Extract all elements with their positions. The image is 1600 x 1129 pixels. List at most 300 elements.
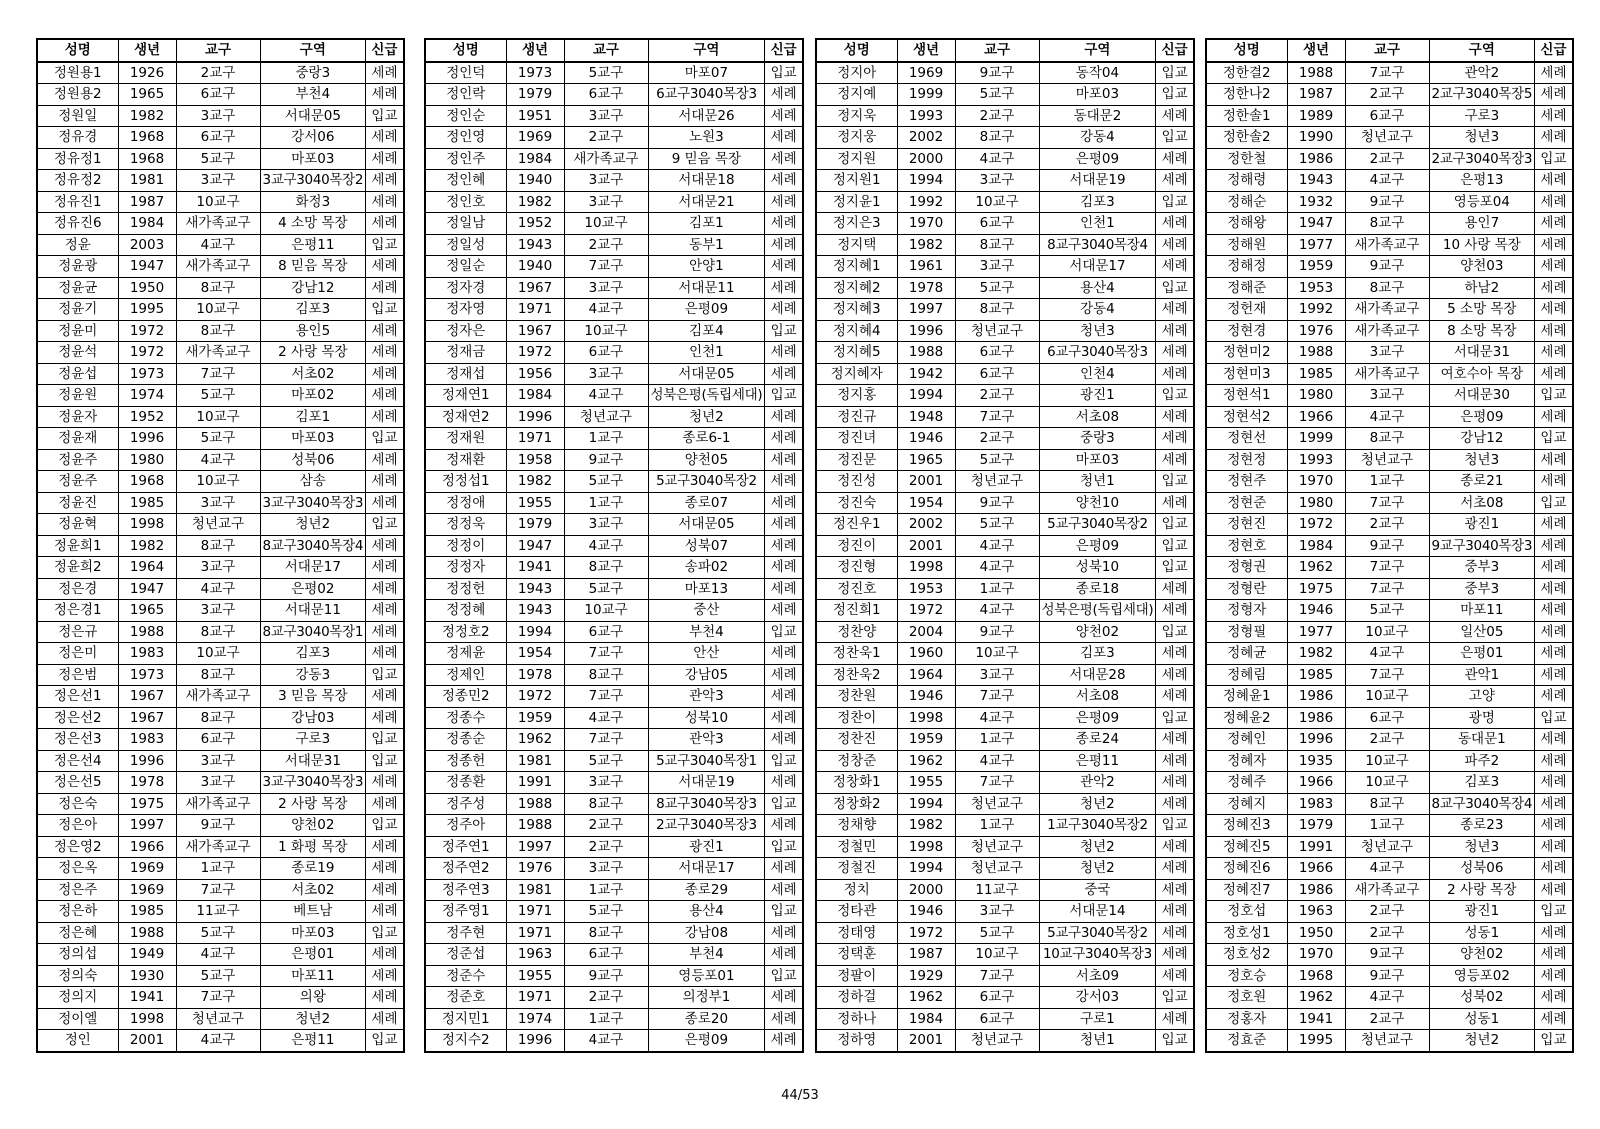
cell-area: 2교구3040목장3 bbox=[1429, 148, 1535, 170]
cell-faith-level: 세례 bbox=[765, 578, 803, 600]
cell-name: 정재섭 bbox=[425, 363, 506, 385]
table-row bbox=[425, 578, 803, 600]
cell-district: 8교구 bbox=[176, 277, 260, 299]
cell-area: 중부3 bbox=[1429, 578, 1535, 600]
table-row bbox=[816, 514, 1194, 536]
cell-birth-year: 1976 bbox=[1287, 320, 1345, 342]
cell-area: 서대문31 bbox=[260, 750, 366, 772]
member-table-4 bbox=[1205, 38, 1574, 1053]
cell-faith-level: 입교 bbox=[1156, 535, 1194, 557]
table-row bbox=[1206, 256, 1573, 278]
table-row bbox=[1206, 234, 1573, 256]
cell-faith-level: 입교 bbox=[366, 729, 404, 751]
table-row bbox=[425, 148, 803, 170]
cell-faith-level: 세례 bbox=[1535, 600, 1573, 622]
cell-name: 정지웅 bbox=[816, 127, 897, 149]
cell-faith-level: 입교 bbox=[1156, 84, 1194, 106]
table-row bbox=[816, 492, 1194, 514]
cell-birth-year: 2001 bbox=[118, 1030, 176, 1052]
cell-district: 1교구 bbox=[564, 428, 648, 450]
cell-faith-level: 세례 bbox=[1535, 320, 1573, 342]
cell-district: 5교구 bbox=[955, 84, 1039, 106]
cell-name: 정현호 bbox=[1206, 535, 1287, 557]
cell-area: 부천4 bbox=[648, 621, 765, 643]
cell-district: 7교구 bbox=[955, 772, 1039, 794]
header-name: 성명 bbox=[425, 39, 506, 62]
cell-area: 의왕 bbox=[260, 987, 366, 1009]
cell-district: 1교구 bbox=[1345, 471, 1429, 493]
cell-name: 정지혜2 bbox=[816, 277, 897, 299]
cell-area: 송파02 bbox=[648, 557, 765, 579]
cell-area: 8 소망 목장 bbox=[1429, 320, 1535, 342]
cell-district: 8교구 bbox=[1345, 793, 1429, 815]
cell-area: 관악1 bbox=[1429, 664, 1535, 686]
cell-birth-year: 1984 bbox=[1287, 535, 1345, 557]
cell-name: 정정욱 bbox=[425, 514, 506, 536]
cell-faith-level: 입교 bbox=[765, 901, 803, 923]
table-row bbox=[37, 815, 404, 837]
cell-area: 종로07 bbox=[648, 492, 765, 514]
table-row bbox=[37, 707, 404, 729]
cell-faith-level: 세례 bbox=[1156, 213, 1194, 235]
cell-district: 6교구 bbox=[955, 342, 1039, 364]
cell-name: 정진우1 bbox=[816, 514, 897, 536]
cell-area: 용인5 bbox=[260, 320, 366, 342]
cell-district: 2교구 bbox=[955, 105, 1039, 127]
cell-district: 청년교구 bbox=[1345, 449, 1429, 471]
cell-birth-year: 1964 bbox=[897, 664, 955, 686]
cell-name: 정호성2 bbox=[1206, 944, 1287, 966]
cell-name: 정진성 bbox=[816, 471, 897, 493]
cell-district: 8교구 bbox=[176, 320, 260, 342]
cell-district: 2교구 bbox=[1345, 901, 1429, 923]
cell-faith-level: 입교 bbox=[1156, 815, 1194, 837]
cell-faith-level: 세례 bbox=[1535, 105, 1573, 127]
table-row bbox=[425, 965, 803, 987]
cell-name: 정윤주 bbox=[37, 449, 118, 471]
table-row bbox=[37, 62, 404, 84]
cell-area: 1교구3040목장2 bbox=[1039, 815, 1156, 837]
cell-district: 4교구 bbox=[1345, 858, 1429, 880]
table-row bbox=[37, 213, 404, 235]
cell-birth-year: 2003 bbox=[118, 234, 176, 256]
cell-name: 정은영2 bbox=[37, 836, 118, 858]
cell-birth-year: 1988 bbox=[897, 342, 955, 364]
cell-name: 정형필 bbox=[1206, 621, 1287, 643]
table-row bbox=[816, 299, 1194, 321]
cell-faith-level: 세례 bbox=[1156, 793, 1194, 815]
cell-birth-year: 1996 bbox=[118, 428, 176, 450]
cell-district: 새가족교구 bbox=[564, 148, 648, 170]
cell-name: 정주아 bbox=[425, 815, 506, 837]
cell-birth-year: 1969 bbox=[118, 858, 176, 880]
cell-area: 강남12 bbox=[1429, 428, 1535, 450]
cell-district: 5교구 bbox=[955, 514, 1039, 536]
cell-name: 정종헌 bbox=[425, 750, 506, 772]
cell-faith-level: 세례 bbox=[765, 1008, 803, 1030]
cell-birth-year: 1942 bbox=[897, 363, 955, 385]
cell-district: 6교구 bbox=[564, 84, 648, 106]
cell-name: 정정혜 bbox=[425, 600, 506, 622]
cell-area: 9 믿음 목장 bbox=[648, 148, 765, 170]
cell-name: 정찬양 bbox=[816, 621, 897, 643]
table-row bbox=[1206, 471, 1573, 493]
cell-faith-level: 입교 bbox=[1156, 707, 1194, 729]
cell-faith-level: 세례 bbox=[1156, 965, 1194, 987]
cell-area: 강남08 bbox=[648, 922, 765, 944]
table-row bbox=[1206, 428, 1573, 450]
cell-faith-level: 세례 bbox=[366, 471, 404, 493]
cell-name: 정윤주 bbox=[37, 471, 118, 493]
cell-district: 2교구 bbox=[564, 987, 648, 1009]
cell-birth-year: 1952 bbox=[118, 406, 176, 428]
cell-area: 강남05 bbox=[648, 664, 765, 686]
cell-faith-level: 세례 bbox=[765, 84, 803, 106]
cell-name: 정윤희1 bbox=[37, 535, 118, 557]
cell-area: 3 믿음 목장 bbox=[260, 686, 366, 708]
table-row bbox=[425, 363, 803, 385]
cell-birth-year: 1970 bbox=[1287, 944, 1345, 966]
cell-name: 정태영 bbox=[816, 922, 897, 944]
cell-district: 4교구 bbox=[955, 148, 1039, 170]
table-row bbox=[816, 535, 1194, 557]
cell-area: 관악3 bbox=[648, 686, 765, 708]
cell-faith-level: 세례 bbox=[1535, 944, 1573, 966]
cell-name: 정하나 bbox=[816, 1008, 897, 1030]
table-row bbox=[1206, 213, 1573, 235]
cell-district: 8교구 bbox=[564, 793, 648, 815]
cell-district: 3교구 bbox=[1345, 385, 1429, 407]
cell-birth-year: 1941 bbox=[1287, 1008, 1345, 1030]
cell-name: 정지윤1 bbox=[816, 191, 897, 213]
cell-birth-year: 1974 bbox=[506, 1008, 564, 1030]
cell-area: 10교구3040목장3 bbox=[1039, 944, 1156, 966]
table-row bbox=[37, 127, 404, 149]
cell-faith-level: 입교 bbox=[366, 299, 404, 321]
cell-area: 용산4 bbox=[648, 901, 765, 923]
cell-faith-level: 입교 bbox=[1535, 901, 1573, 923]
cell-name: 정원용2 bbox=[37, 84, 118, 106]
cell-area: 종로23 bbox=[1429, 815, 1535, 837]
cell-faith-level: 입교 bbox=[765, 62, 803, 84]
table-row bbox=[425, 191, 803, 213]
cell-birth-year: 2001 bbox=[897, 535, 955, 557]
cell-name: 정혜윤2 bbox=[1206, 707, 1287, 729]
table-row bbox=[37, 471, 404, 493]
cell-faith-level: 세례 bbox=[1535, 686, 1573, 708]
cell-area: 5 소망 목장 bbox=[1429, 299, 1535, 321]
cell-name: 정지원1 bbox=[816, 170, 897, 192]
cell-district: 1교구 bbox=[955, 578, 1039, 600]
cell-birth-year: 1950 bbox=[118, 277, 176, 299]
cell-area: 청년3 bbox=[1429, 127, 1535, 149]
cell-birth-year: 1984 bbox=[897, 1008, 955, 1030]
cell-district: 2교구 bbox=[1345, 84, 1429, 106]
cell-name: 정윤미 bbox=[37, 320, 118, 342]
cell-birth-year: 1953 bbox=[897, 578, 955, 600]
cell-name: 정준수 bbox=[425, 965, 506, 987]
table-row bbox=[37, 879, 404, 901]
cell-area: 서대문11 bbox=[260, 600, 366, 622]
table-row bbox=[37, 901, 404, 923]
cell-faith-level: 세례 bbox=[1156, 643, 1194, 665]
cell-name: 정은선2 bbox=[37, 707, 118, 729]
cell-name: 정인 bbox=[37, 1030, 118, 1052]
cell-area: 여호수아 목장 bbox=[1429, 363, 1535, 385]
cell-faith-level: 세례 bbox=[1156, 1008, 1194, 1030]
cell-birth-year: 1977 bbox=[1287, 621, 1345, 643]
cell-name: 정혜인 bbox=[1206, 729, 1287, 751]
cell-birth-year: 2000 bbox=[897, 148, 955, 170]
cell-district: 청년교구 bbox=[176, 514, 260, 536]
cell-area: 서대문11 bbox=[648, 277, 765, 299]
cell-faith-level: 세례 bbox=[1156, 406, 1194, 428]
table-row bbox=[425, 729, 803, 751]
cell-faith-level: 세례 bbox=[1156, 686, 1194, 708]
cell-district: 청년교구 bbox=[176, 1008, 260, 1030]
cell-birth-year: 1980 bbox=[1287, 492, 1345, 514]
cell-district: 7교구 bbox=[955, 965, 1039, 987]
cell-area: 서대문14 bbox=[1039, 901, 1156, 923]
cell-district: 1교구 bbox=[564, 879, 648, 901]
header-faith-level: 신급 bbox=[366, 39, 404, 62]
cell-area: 은평09 bbox=[1429, 406, 1535, 428]
cell-district: 6교구 bbox=[955, 987, 1039, 1009]
cell-name: 정윤원 bbox=[37, 385, 118, 407]
cell-birth-year: 1996 bbox=[506, 406, 564, 428]
cell-district: 6교구 bbox=[955, 363, 1039, 385]
table-row bbox=[37, 84, 404, 106]
cell-birth-year: 1973 bbox=[506, 62, 564, 84]
cell-faith-level: 입교 bbox=[1535, 385, 1573, 407]
cell-area: 서대문18 bbox=[648, 170, 765, 192]
cell-area: 일산05 bbox=[1429, 621, 1535, 643]
cell-area: 부천4 bbox=[648, 944, 765, 966]
table-row bbox=[425, 277, 803, 299]
cell-name: 정윤섭 bbox=[37, 363, 118, 385]
table-row bbox=[37, 578, 404, 600]
cell-birth-year: 1988 bbox=[118, 922, 176, 944]
table-row bbox=[816, 127, 1194, 149]
cell-name: 정일성 bbox=[425, 234, 506, 256]
cell-name: 정한솔1 bbox=[1206, 105, 1287, 127]
table-header-row bbox=[425, 39, 803, 62]
cell-birth-year: 1992 bbox=[897, 191, 955, 213]
cell-birth-year: 1943 bbox=[506, 578, 564, 600]
table-row bbox=[1206, 277, 1573, 299]
cell-name: 정현경 bbox=[1206, 320, 1287, 342]
cell-name: 정윤자 bbox=[37, 406, 118, 428]
cell-name: 정정호2 bbox=[425, 621, 506, 643]
cell-faith-level: 세례 bbox=[1156, 256, 1194, 278]
table-row bbox=[1206, 815, 1573, 837]
cell-birth-year: 1952 bbox=[506, 213, 564, 235]
cell-faith-level: 입교 bbox=[1535, 492, 1573, 514]
cell-faith-level: 세례 bbox=[765, 922, 803, 944]
cell-district: 4교구 bbox=[1345, 643, 1429, 665]
cell-area: 김포3 bbox=[260, 299, 366, 321]
cell-birth-year: 1982 bbox=[506, 471, 564, 493]
table-row bbox=[37, 944, 404, 966]
cell-district: 9교구 bbox=[955, 621, 1039, 643]
cell-area: 성북07 bbox=[648, 535, 765, 557]
table-row bbox=[37, 535, 404, 557]
cell-district: 3교구 bbox=[176, 105, 260, 127]
cell-area: 서대문19 bbox=[648, 772, 765, 794]
cell-area: 강남03 bbox=[260, 707, 366, 729]
cell-area: 서대문17 bbox=[260, 557, 366, 579]
cell-area: 종로19 bbox=[260, 858, 366, 880]
cell-district: 7교구 bbox=[176, 987, 260, 1009]
cell-name: 정윤석 bbox=[37, 342, 118, 364]
cell-district: 10교구 bbox=[1345, 750, 1429, 772]
cell-name: 정은아 bbox=[37, 815, 118, 837]
cell-faith-level: 세례 bbox=[1535, 471, 1573, 493]
cell-area: 마포11 bbox=[1429, 600, 1535, 622]
cell-birth-year: 1986 bbox=[1287, 148, 1345, 170]
cell-district: 청년교구 bbox=[1345, 127, 1429, 149]
cell-area: 종로29 bbox=[648, 879, 765, 901]
cell-district: 새가족교구 bbox=[176, 686, 260, 708]
cell-faith-level: 세례 bbox=[1535, 191, 1573, 213]
cell-name: 정이엘 bbox=[37, 1008, 118, 1030]
cell-district: 3교구 bbox=[955, 256, 1039, 278]
cell-district: 3교구 bbox=[564, 514, 648, 536]
cell-birth-year: 1988 bbox=[118, 621, 176, 643]
cell-area: 8교구3040목장4 bbox=[1429, 793, 1535, 815]
cell-name: 정지혜3 bbox=[816, 299, 897, 321]
cell-district: 4교구 bbox=[955, 707, 1039, 729]
cell-area: 용인7 bbox=[1429, 213, 1535, 235]
cell-faith-level: 세례 bbox=[765, 449, 803, 471]
table-row bbox=[37, 277, 404, 299]
cell-faith-level: 세례 bbox=[765, 729, 803, 751]
cell-area: 광진1 bbox=[1429, 901, 1535, 923]
cell-faith-level: 세례 bbox=[1535, 535, 1573, 557]
cell-faith-level: 세례 bbox=[366, 84, 404, 106]
cell-birth-year: 1941 bbox=[118, 987, 176, 1009]
cell-area: 은평09 bbox=[1039, 707, 1156, 729]
cell-faith-level: 세례 bbox=[366, 213, 404, 235]
table-row bbox=[425, 987, 803, 1009]
cell-district: 6교구 bbox=[176, 127, 260, 149]
cell-birth-year: 1992 bbox=[1287, 299, 1345, 321]
cell-district: 8교구 bbox=[564, 557, 648, 579]
cell-district: 7교구 bbox=[955, 686, 1039, 708]
table-row bbox=[37, 256, 404, 278]
cell-faith-level: 세례 bbox=[366, 256, 404, 278]
cell-district: 3교구 bbox=[564, 191, 648, 213]
cell-faith-level: 입교 bbox=[765, 793, 803, 815]
cell-district: 7교구 bbox=[564, 729, 648, 751]
cell-area: 삼송 bbox=[260, 471, 366, 493]
table-row bbox=[37, 922, 404, 944]
cell-district: 6교구 bbox=[955, 1008, 1039, 1030]
cell-area: 광진1 bbox=[648, 836, 765, 858]
table-header-row bbox=[37, 39, 404, 62]
cell-area: 2 사랑 목장 bbox=[260, 342, 366, 364]
cell-faith-level: 세례 bbox=[1535, 729, 1573, 751]
cell-name: 정해준 bbox=[1206, 277, 1287, 299]
cell-birth-year: 1959 bbox=[1287, 256, 1345, 278]
cell-name: 정은옥 bbox=[37, 858, 118, 880]
header-district: 교구 bbox=[1345, 39, 1429, 62]
cell-faith-level: 세례 bbox=[765, 987, 803, 1009]
table-row bbox=[816, 428, 1194, 450]
cell-name: 정윤희2 bbox=[37, 557, 118, 579]
cell-name: 정창화1 bbox=[816, 772, 897, 794]
cell-faith-level: 세례 bbox=[1535, 449, 1573, 471]
cell-faith-level: 세례 bbox=[1156, 449, 1194, 471]
cell-district: 10교구 bbox=[955, 643, 1039, 665]
cell-area: 5교구3040목장2 bbox=[1039, 514, 1156, 536]
table-row bbox=[425, 836, 803, 858]
cell-faith-level: 세례 bbox=[765, 299, 803, 321]
cell-district: 8교구 bbox=[176, 664, 260, 686]
cell-birth-year: 1967 bbox=[118, 686, 176, 708]
cell-district: 새가족교구 bbox=[1345, 320, 1429, 342]
cell-birth-year: 1981 bbox=[118, 170, 176, 192]
cell-area: 양천10 bbox=[1039, 492, 1156, 514]
cell-area: 종로18 bbox=[1039, 578, 1156, 600]
table-row bbox=[816, 965, 1194, 987]
header-area: 구역 bbox=[648, 39, 765, 62]
cell-district: 4교구 bbox=[1345, 170, 1429, 192]
cell-name: 정지택 bbox=[816, 234, 897, 256]
cell-name: 정인덕 bbox=[425, 62, 506, 84]
cell-birth-year: 1996 bbox=[897, 320, 955, 342]
cell-name: 정찬이 bbox=[816, 707, 897, 729]
cell-name: 정지혜1 bbox=[816, 256, 897, 278]
cell-area: 3교구3040목장2 bbox=[260, 170, 366, 192]
cell-birth-year: 1979 bbox=[506, 514, 564, 536]
cell-birth-year: 1946 bbox=[1287, 600, 1345, 622]
cell-district: 8교구 bbox=[1345, 277, 1429, 299]
table-row bbox=[1206, 772, 1573, 794]
cell-district: 7교구 bbox=[176, 879, 260, 901]
cell-name: 정은혜 bbox=[37, 922, 118, 944]
cell-district: 4교구 bbox=[176, 449, 260, 471]
table-row bbox=[425, 234, 803, 256]
table-row bbox=[816, 1030, 1194, 1052]
table-row bbox=[1206, 987, 1573, 1009]
cell-birth-year: 1996 bbox=[1287, 729, 1345, 751]
member-table-2 bbox=[424, 38, 804, 1053]
cell-faith-level: 입교 bbox=[765, 836, 803, 858]
cell-area: 청년2 bbox=[260, 514, 366, 536]
cell-name: 정윤재 bbox=[37, 428, 118, 450]
cell-district: 10교구 bbox=[955, 944, 1039, 966]
cell-area: 성동1 bbox=[1429, 1008, 1535, 1030]
cell-faith-level: 세례 bbox=[765, 707, 803, 729]
cell-birth-year: 1998 bbox=[897, 707, 955, 729]
cell-name: 정정자 bbox=[425, 557, 506, 579]
cell-area: 김포1 bbox=[648, 213, 765, 235]
cell-faith-level: 세례 bbox=[366, 170, 404, 192]
cell-area: 김포3 bbox=[260, 643, 366, 665]
cell-birth-year: 1962 bbox=[506, 729, 564, 751]
cell-birth-year: 1941 bbox=[506, 557, 564, 579]
cell-area: 종로24 bbox=[1039, 729, 1156, 751]
cell-district: 3교구 bbox=[176, 170, 260, 192]
cell-name: 정원용1 bbox=[37, 62, 118, 84]
table-row bbox=[816, 320, 1194, 342]
cell-area: 10 사랑 목장 bbox=[1429, 234, 1535, 256]
cell-district: 8교구 bbox=[176, 535, 260, 557]
cell-area: 중랑3 bbox=[1039, 428, 1156, 450]
cell-area: 안산 bbox=[648, 643, 765, 665]
cell-name: 정주연3 bbox=[425, 879, 506, 901]
